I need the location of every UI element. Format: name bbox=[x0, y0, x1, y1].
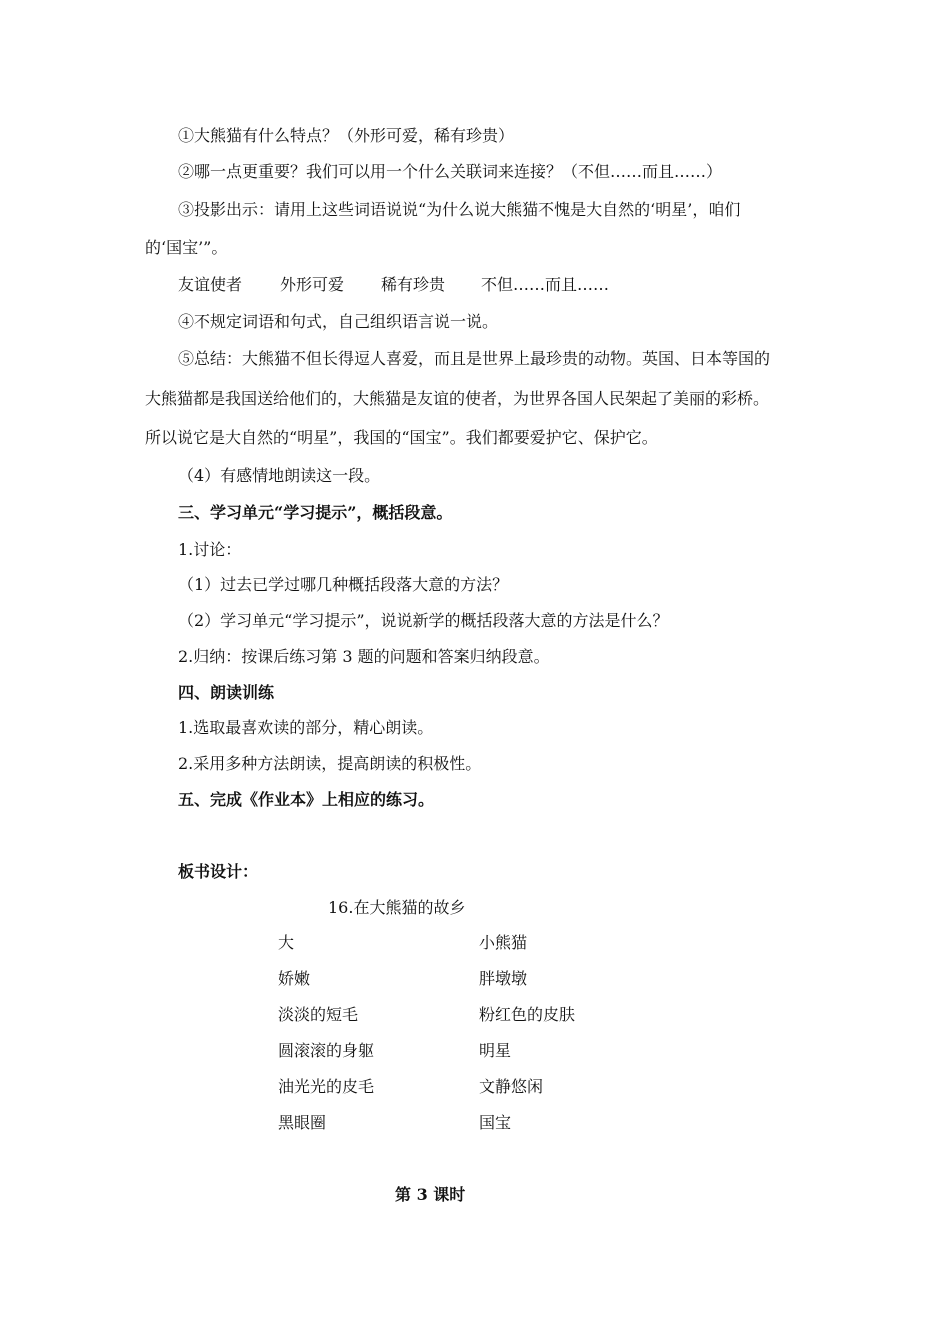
keyword-3: 稀有珍贵 bbox=[381, 275, 446, 294]
lesson-3-heading: 第 3 课时 bbox=[395, 1185, 466, 1204]
board-left-item: 黑眼圈 bbox=[278, 1113, 327, 1132]
question-1: ①大熊猫有什么特点？（外形可爱，稀有珍贵） bbox=[178, 126, 515, 145]
section-3-item-1: 1.讨论： bbox=[178, 540, 242, 559]
board-right-column bbox=[479, 933, 575, 1149]
section-4-item-1: 1.选取最喜欢读的部分，精心朗读。 bbox=[178, 718, 434, 737]
board-right-item: 小熊猫 bbox=[479, 933, 528, 952]
board-left-item: 淡淡的短毛 bbox=[278, 1005, 359, 1024]
question-3-line-1: ③投影出示：请用上这些词语说说“为什么说大熊猫不愧是大自然的‘明星’，咱们 bbox=[178, 200, 741, 219]
section-4-heading: 四、朗读训练 bbox=[178, 683, 275, 702]
keyword-1: 友谊使者 bbox=[178, 275, 243, 294]
keyword-row bbox=[178, 275, 609, 295]
board-left-item: 油光光的皮毛 bbox=[278, 1077, 375, 1096]
read-aloud-step: （4）有感情地朗读这一段。 bbox=[178, 466, 381, 485]
board-left-item: 娇嫩 bbox=[278, 969, 311, 988]
board-title: 16.在大熊猫的故乡 bbox=[328, 898, 466, 917]
board-design-label: 板书设计： bbox=[178, 862, 259, 881]
board-left-item: 大 bbox=[278, 933, 295, 952]
question-4: ④不规定词语和句式，自己组织语言说一说。 bbox=[178, 312, 499, 331]
section-3-item-1a: （1）过去已学过哪几种概括段落大意的方法？ bbox=[178, 575, 509, 594]
board-right-item: 胖墩墩 bbox=[479, 969, 528, 988]
keyword-4: 不但……而且…… bbox=[481, 275, 610, 294]
keyword-2: 外形可爱 bbox=[280, 275, 345, 294]
section-3-item-2: 2.归纳：按课后练习第 3 题的问题和答案归纳段意。 bbox=[178, 647, 550, 666]
section-4-item-2: 2.采用多种方法朗读，提高朗读的积极性。 bbox=[178, 754, 482, 773]
question-3-line-2: 的‘国宝’”。 bbox=[145, 238, 228, 257]
section-3-item-1b: （2）学习单元“学习提示”，说说新学的概括段落大意的方法是什么？ bbox=[178, 611, 669, 630]
board-right-item: 粉红色的皮肤 bbox=[479, 1005, 576, 1024]
section-3-heading: 三、学习单元“学习提示”，概括段意。 bbox=[178, 503, 453, 522]
section-5-heading: 五、完成《作业本》上相应的练习。 bbox=[178, 790, 435, 809]
summary-line-1: ⑤总结：大熊猫不但长得逗人喜爱，而且是世界上最珍贵的动物。英国、日本等国的 bbox=[178, 349, 771, 368]
board-left-column bbox=[278, 933, 374, 1149]
question-2: ②哪一点更重要？我们可以用一个什么关联词来连接？（不但……而且……） bbox=[178, 162, 723, 181]
board-right-item: 明星 bbox=[479, 1041, 512, 1060]
board-right-item: 国宝 bbox=[479, 1113, 512, 1132]
board-left-item: 圆滚滚的身躯 bbox=[278, 1041, 375, 1060]
summary-line-3: 所以说它是大自然的“明星”，我国的“国宝”。我们都要爱护它、保护它。 bbox=[145, 428, 658, 447]
board-right-item: 文静悠闲 bbox=[479, 1077, 544, 1096]
summary-line-2: 大熊猫都是我国送给他们的，大熊猫是友谊的使者，为世界各国人民架起了美丽的彩桥。 bbox=[145, 389, 770, 408]
